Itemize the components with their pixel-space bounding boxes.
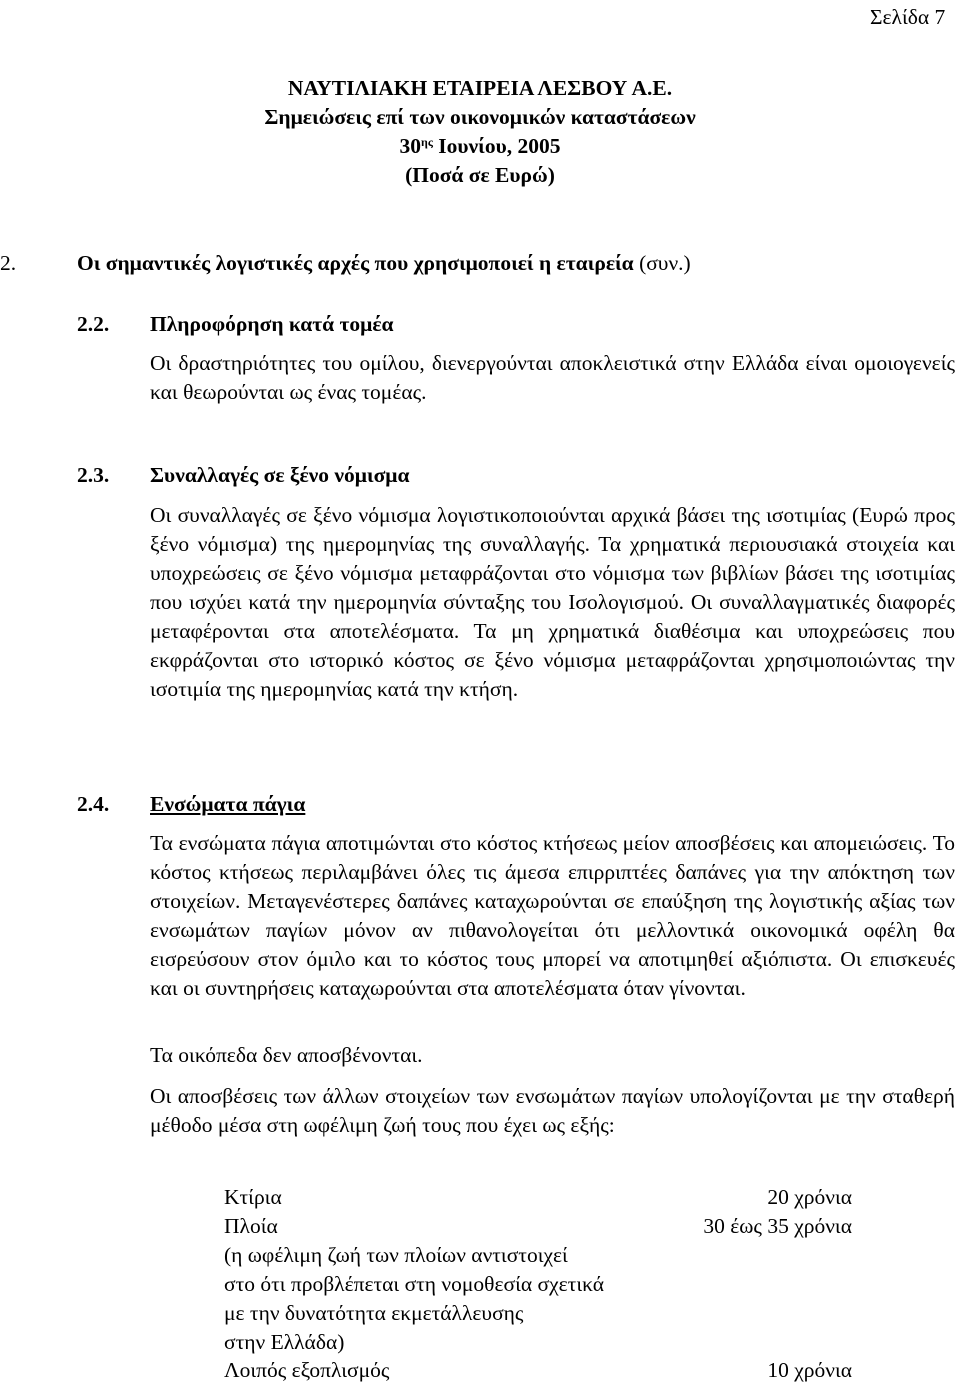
life-other-value: 10 χρόνια xyxy=(767,1358,852,1382)
section-2-2-number: 2.2. xyxy=(77,312,110,336)
life-ships-value: 30 έως 35 χρόνια xyxy=(703,1214,852,1238)
section-2-2-title: Πληροφόρηση κατά τομέα xyxy=(150,312,394,336)
life-ships-note-2: στο ότι προβλέπεται στη νομοθεσία σχετικά xyxy=(224,1272,605,1296)
section-2-number: 2. xyxy=(0,251,17,275)
date-rest: Ιουνίου, 2005 xyxy=(438,134,561,158)
currency-note: (Ποσά σε Ευρώ) xyxy=(405,163,555,187)
company-name: ΝΑΥΤΙΛΙΑΚΗ ΕΤΑΙΡΕΙΑ ΛΕΣΒΟΥ Α.Ε. xyxy=(287,76,673,100)
date-day: 30 xyxy=(399,134,421,158)
section-2-suffix: (συν.) xyxy=(639,251,691,275)
section-2-2-text: Οι δραστηριότητες του ομίλου, διενεργούνται αποκλειστικά στην Ελλάδα είναι ομοιογενείς και θεωρούνται ως ένας τομέας. xyxy=(150,351,955,404)
life-ships-label: Πλοία xyxy=(224,1214,278,1238)
section-2-4-number: 2.4. xyxy=(77,792,110,816)
life-buildings-value: 20 χρόνια xyxy=(767,1185,852,1209)
section-2-4-text-3: Οι αποσβέσεις των άλλων στοιχείων των ενσωμάτων παγίων υπολογίζονται με την σταθερή μέθοδο μέσα στη ωφέλιμη ζωή τους που έχει ως εξής: xyxy=(150,1084,955,1137)
report-date xyxy=(0,132,960,161)
life-buildings-label: Κτίρια xyxy=(224,1185,282,1209)
section-2-4-text-1: Τα ενσώματα πάγια αποτιμώνται στο κόστος κτήσεως μείον αποσβέσεις και απομειώσεις. Το κόστος κτήσεως περιλαμβάνει όλες τις άμεσα επιρριπτέες δαπάνες για την απόκτηση των στοιχείων. Μεταγενέστερες δαπάνες καταχωρούνται σε επαύξηση της λογιστικής αξίας των ενσωμάτων παγίων μόνον αν πιθανολογείται ότι μελλοντικά οικονομικά οφέλη θα εισρεύσουν στον όμιλο και το κόστος τους μπορεί να αποτιμηθεί αξιόπιστα. Οι επισκευές και οι συντηρήσεις καταχωρούνται στα αποτελέσματα όταν γίνονται. xyxy=(150,831,955,1000)
page-number: Σελίδα 7 xyxy=(870,5,946,29)
life-ships-note-1: (η ωφέλιμη ζωή των πλοίων αντιστοιχεί xyxy=(224,1243,568,1267)
section-2-heading xyxy=(77,249,691,278)
life-ships-note-3: με την δυνατότητα εκμετάλλευσης xyxy=(224,1301,524,1325)
section-2-3-title: Συναλλαγές σε ξένο νόμισμα xyxy=(150,463,410,487)
section-2-4-text-2: Τα οικόπεδα δεν αποσβένονται. xyxy=(150,1043,423,1067)
section-2-3-number: 2.3. xyxy=(77,463,110,487)
date-suffix: ης xyxy=(421,135,433,149)
life-other-label: Λοιπός εξοπλισμός xyxy=(224,1358,390,1382)
section-2-title: Οι σημαντικές λογιστικές αρχές που χρησιμοποιεί η εταιρεία xyxy=(77,251,634,275)
section-2-3-text: Οι συναλλαγές σε ξένο νόμισμα λογιστικοποιούνται αρχικά βάσει της ισοτιμίας (Ευρώ προς ξένο νόμισμα) της ημερομηνίας της συναλλαγής. Τα χρηματικά περιουσιακά στοιχεία και υποχρεώσεις σε ξένο νόμισμα μεταφράζονται στο νόμισμα των βιβλίων βάσει της ισοτιμίας που ισχύει κατά την ημερομηνία σύνταξης του Ισολογισμού. Οι συναλλαγματικές διαφορές μεταφέρονται στα αποτελέσματα. Τα μη χρηματικά διαθέσιμα και υποχρεώσεις που εκφράζονται στο ιστορικό κόστος σε ξένο νόμισμα μεταφράζονται χρησιμοποιώντας την ισοτιμία της ημερομηνίας κατά την κτήση. xyxy=(150,503,955,701)
section-2-4-title: Ενσώματα πάγια xyxy=(150,792,306,816)
notes-subtitle: Σημειώσεις επί των οικονομικών καταστάσεων xyxy=(264,105,696,129)
life-ships-note-4: στην Ελλάδα) xyxy=(224,1330,345,1354)
